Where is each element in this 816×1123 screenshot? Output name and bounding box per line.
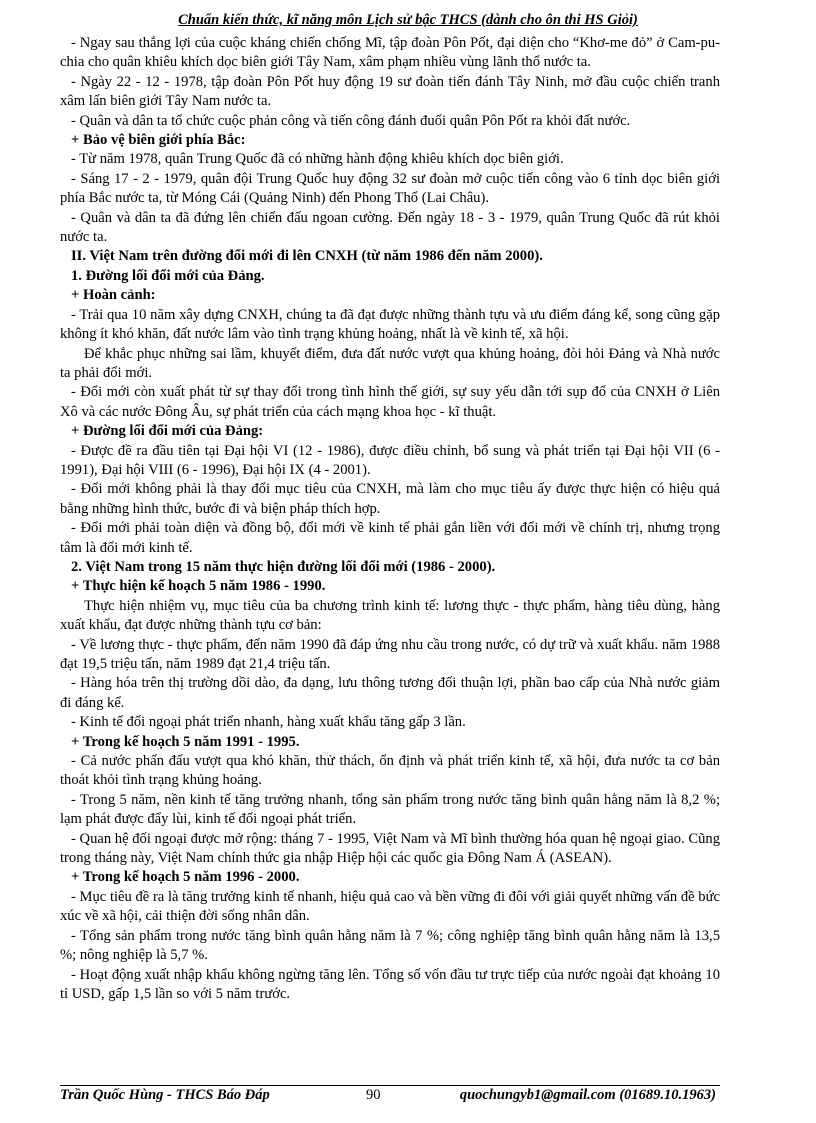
paragraph: - Đổi mới phải toàn diện và đồng bộ, đổi mới về kinh tế phải gắn liền với đổi mới về chính trị, nhưng trọng tâm là đổi mới kinh tế. [60,520,720,556]
footer-divider [60,1085,720,1086]
paragraph: - Quan hệ đối ngoại được mở rộng: tháng 7 - 1995, Việt Nam và Mĩ bình thường hóa quan hệ ngoại giao. Cũng trong tháng này, Việt Nam chính thức gia nhập Hiệp hội các quốc gia Đông Nam Á (ASEAN). [60,830,720,867]
paragraph: - Cả nước phấn đấu vượt qua khó khăn, thử thách, ổn định và phát triển kinh tế, xã hội, đưa nước ta cơ bản thoát khỏi tình trạng khủng hoảng. [60,753,720,789]
paragraph: - Quân và dân ta đã đứng lên chiến đấu ngoan cường. Đến ngày 18 - 3 - 1979, quân Trung Quốc đã rút khỏi nước ta. [60,209,720,246]
paragraph: - Sáng 17 - 2 - 1979, quân đội Trung Quốc huy động 32 sư đoàn mở cuộc tiến công vào 6 tỉnh dọc biên giới phía Bắc nước ta, từ Móng Cái (Quảng Ninh) đến Phong Thổ (Lai Châu). [60,170,720,207]
paragraph: - Tổng sản phẩm trong nước tăng bình quân hằng năm là 7 %; công nghiệp tăng bình quân hằng năm là 13,5 %; nông nghiệp là 5,7 %. [60,927,720,964]
paragraph: - Được đề ra đầu tiên tại Đại hội VI (12 - 1986), được điều chỉnh, bổ sung và phát triển tại Đại hội VII (6 - 1991), Đại hội VIII (6 - 1996), Đại hội IX (4 - 2001). [60,442,720,478]
page-content [60,34,720,1004]
section-heading: + Bảo vệ biên giới phía Bắc: [71,132,246,149]
paragraph: Để khắc phục những sai lầm, khuyết điểm, đưa đất nước vượt qua khủng hoảng, đòi hỏi Đảng và Nhà nước ta phải đổi mới. [60,345,720,381]
section-heading: 2. Việt Nam trong 15 năm thực hiện đường lối đổi mới (1986 - 2000). [71,558,496,575]
paragraph: - Đổi mới còn xuất phát từ sự thay đổi trong tình hình thế giới, sự suy yếu dẫn tới sụp đổ của CNXH ở Liên Xô và các nước Đông Âu, sự phát triển của cách mạng khoa học - kĩ thuật. [60,384,720,420]
paragraph: - Đổi mới không phải là thay đổi mục tiêu của CNXH, mà làm cho mục tiêu ấy được thực hiện có hiệu quả bằng những hình thức, bước đi và biện pháp thích hợp. [60,481,720,517]
page-footer [60,1087,720,1111]
paragraph: - Quân và dân ta tổ chức cuộc phản công và tiến công đánh đuổi quân Pôn Pốt ra khỏi đất nước. [71,112,631,129]
section-heading: + Thực hiện kế hoạch 5 năm 1986 - 1990. [71,578,326,595]
paragraph: - Về lương thực - thực phẩm, đến năm 1990 đã đáp ứng nhu cầu trong nước, có dự trữ và xuất khẩu. năm 1988 đạt 19,5 triệu tấn, năm 1989 đạt 21,4 triệu tấn. [60,636,720,672]
paragraph: Thực hiện nhiệm vụ, mục tiêu của ba chương trình kinh tế: lương thực - thực phẩm, hàng tiêu dùng, hàng xuất khẩu, đạt được những thành tựu cơ bản: [60,597,720,634]
paragraph: - Hàng hóa trên thị trường dồi dào, đa dạng, lưu thông tương đối thuận lợi, phần bao cấp của Nhà nước giảm đi đáng kể. [60,675,720,711]
chapter-heading: II. Việt Nam trên đường đổi mới đi lên CNXH (từ năm 1986 đến năm 2000). [71,248,543,265]
section-heading: + Trong kế hoạch 5 năm 1996 - 2000. [71,869,300,886]
footer-author: Trần Quốc Hùng - THCS Báo Đáp [60,1087,270,1103]
page-header-title: Chuẩn kiến thức, kĩ năng môn Lịch sử bậc THCS (dành cho ôn thi HS Giỏi) [178,12,638,28]
paragraph: - Ngay sau thắng lợi của cuộc kháng chiến chống Mĩ, tập đoàn Pôn Pốt, đại diện cho “Khơ-me đỏ” ở Cam-pu-chia cho quân khiêu khích dọc biên giới Tây Nam, xâm phạm nhiều vùng lãnh thổ nước ta. [60,35,720,71]
section-heading: + Đường lối đổi mới của Đảng: [71,423,264,440]
section-heading: + Hoàn cảnh: [71,287,156,304]
paragraph: - Hoạt động xuất nhập khẩu không ngừng tăng lên. Tổng số vốn đầu tư trực tiếp của nước ngoài đạt khoảng 10 tỉ USD, gấp 1,5 lần so với 5 năm trước. [60,966,720,1002]
paragraph: - Ngày 22 - 12 - 1978, tập đoàn Pôn Pốt huy động 19 sư đoàn tiến đánh Tây Ninh, mở đầu cuộc chiến tranh xâm lấn biên giới Tây Nam nước ta. [60,73,720,110]
section-heading: + Trong kế hoạch 5 năm 1991 - 1995. [71,733,300,750]
paragraph: - Từ năm 1978, quân Trung Quốc đã có những hành động khiêu khích dọc biên giới. [71,151,564,168]
page-number: 90 [366,1087,381,1103]
section-heading: 1. Đường lối đổi mới của Đảng. [71,267,265,284]
paragraph: - Kinh tế đối ngoại phát triển nhanh, hàng xuất khẩu tăng gấp 3 lần. [71,714,466,731]
paragraph: - Trải qua 10 năm xây dựng CNXH, chúng ta đã đạt được những thành tựu và ưu điểm đáng kể, song cũng gặp không ít khó khăn, đất nước lâm vào tình trạng khủng hoảng, nhất là về kinh tế, xã hội. [60,306,720,343]
footer-contact: quochungyb1@gmail.com (01689.10.1963) [459,1087,716,1103]
paragraph: - Trong 5 năm, nền kinh tế tăng trưởng nhanh, tổng sản phẩm trong nước tăng bình quân hằng năm là 8,2 %; lạm phát được đẩy lùi, kinh tế đối ngoại phát triển. [60,791,720,828]
paragraph: - Mục tiêu đề ra là tăng trưởng kinh tế nhanh, hiệu quả cao và bền vững đi đôi với giải quyết những vấn đề bức xúc về xã hội, cải thiện đời sống nhân dân. [60,888,720,925]
